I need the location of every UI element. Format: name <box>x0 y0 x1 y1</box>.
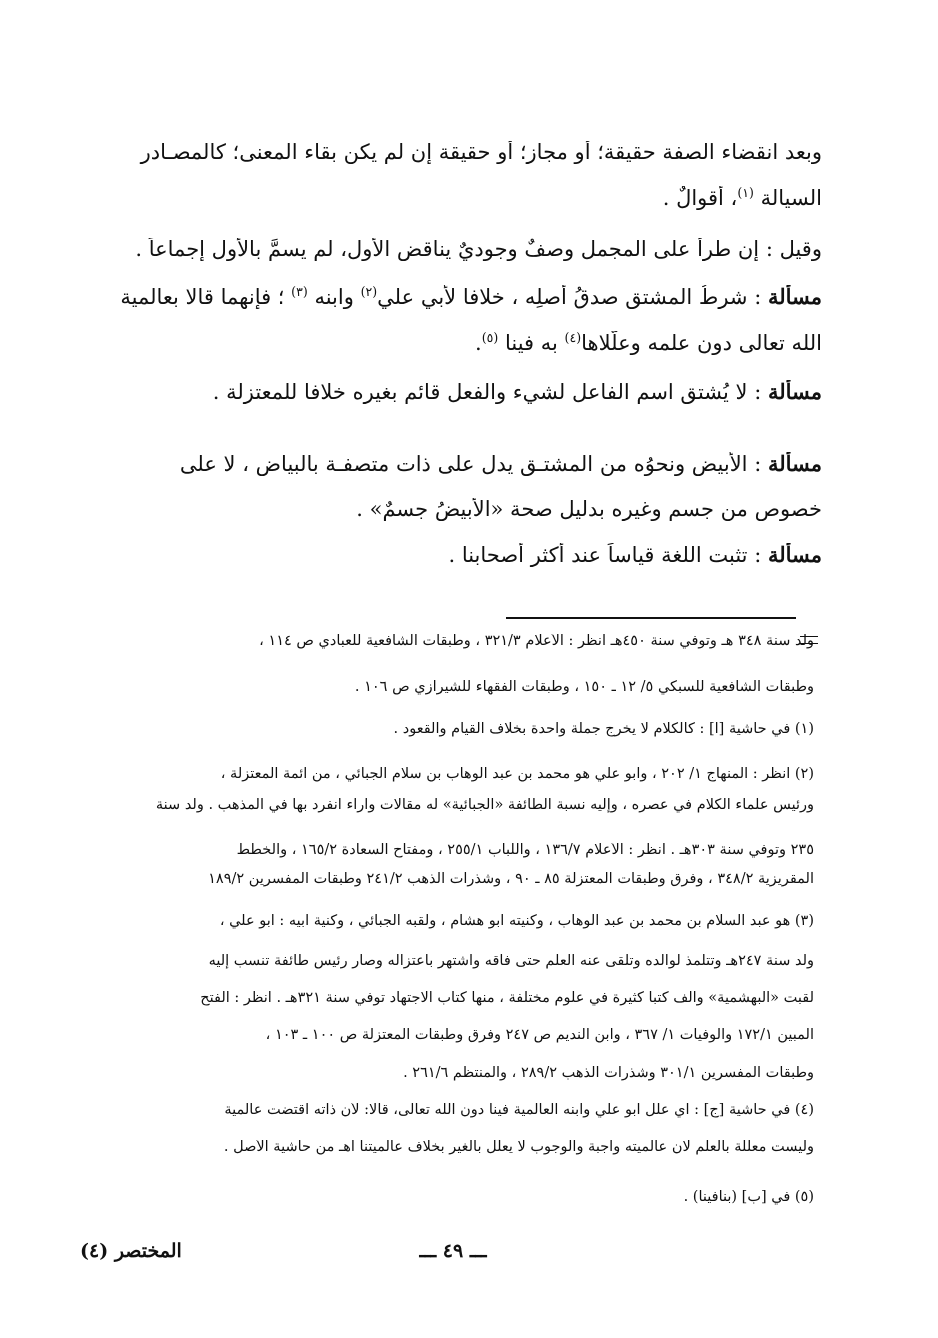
footnote-3-line-5: وطبقات المفسرين ٣٠١/١ وشذرات الذهب ٢٨٩/٢ ، والمنتظم ٢٦١/٦ . <box>403 1066 814 1081</box>
book-title-footer: المختصر (٤) <box>80 1240 182 1262</box>
footnote-3-line-2: ولد سنة ٢٤٧هـ وتتلمذ لوالده وتلقى عنه العلم حتى فاقه واشتهر باعتزاله وصار رئيس طائفة تنسب إليه <box>208 954 814 969</box>
main-line-5 <box>87 331 822 355</box>
masala-label: مسألة <box>767 380 822 404</box>
footnote-ref-1: (١) <box>737 186 754 200</box>
main-line-4 <box>87 285 822 309</box>
page-number: ـــ ٤٩ ـــ <box>419 1240 487 1262</box>
footnote-2-line-3: ٢٣٥ وتوفي سنة ٣٠٣هـ . انظر : الأعلام ١٣٦/٧ ، واللباب ٢٥٥/١ ، ومفتاح السعادة ١٦٥/٢ ، والخطط <box>236 843 814 858</box>
main-line-6 <box>87 380 822 404</box>
main-line-5-text-b: به فينا <box>498 331 565 355</box>
footnote-2-line-4: المقريزية ٣٤٨/٢ ، وفرق وطبقات المعتزلة ٨٥ ـ ٩٠ ، وشذرات الذهب ٢٤١/٢ وطبقات المفسرين ١٨٩/٢ <box>208 872 814 887</box>
footnote-divider <box>506 617 796 619</box>
footnote-3-line-3: لقبت «البهشمية» وألف كتبا كثيرة في علوم مختلفة ، منها كتاب الاجتهاد توفي سنة ٣٢١هـ . انظر : الفتح <box>200 991 814 1006</box>
footnote-ref-5: (٥) <box>481 331 499 345</box>
footnote-3-line-4: المبين ١٧٢/١ والوفيات ١/ ٣٦٧ ، وابن النديم ص ٢٤٧ وفرق وطبقات المعتزلة ص ١٠٠ ـ ١٠٣ ، <box>265 1028 814 1043</box>
footnote-ref-4: (٤) <box>564 331 582 345</box>
main-line-4-text-c: ؛ فإنهما قالا بعالمية <box>120 285 292 309</box>
main-line-3: وقيل : إن طرأ على المجمل وصفٌ وجوديٌ يناقض الأول، لم يسمَّ بالأول إجماعاً . <box>135 238 822 261</box>
footnote-4-line-2: وليست معللة بالعلم لان عالميته واجبة والوجوب لا يعلل بالغير بخلاف عالميتنا اهـ من حاشية الأصل . <box>223 1140 814 1155</box>
main-line-8: خصوصٍ من جسمٍ وغيرِه بدليل صحة «الأبيضُ جسمٌ» . <box>356 498 822 521</box>
masala-label: مسألة <box>767 543 822 567</box>
footnote-continued-line-1: ولد سنة ٣٤٨ هـ وتوفي سنة ٤٥٠هـ انظر : الأعلام ٣٢١/٣ ، وطبقات الشافعية للعبادي ص ١١٤ ، <box>259 634 814 649</box>
footnote-1: (١) في حاشية [أ] : كالكلام لا يخرج جملة واحدة بخلاف القيام والقعود . <box>393 722 814 737</box>
main-line-7-text: : الأبيض ونحوُه من المشتـق يدل على ذات متصفـة بالبياض ، لا على <box>179 452 768 476</box>
main-line-9 <box>87 543 822 567</box>
main-line-2-text-b: ، أقوالٌ . <box>662 186 738 210</box>
main-line-9-text: : تثبت اللغة قياساً عند أكثر أصحابنا . <box>448 543 768 567</box>
main-line-1: وبعد انقضاء الصفة حقيقة؛ أو مجاز؛ أو حقيقة إن لم يكن بقاء المعنى؛ كالمصـادر <box>140 141 822 164</box>
main-line-6-text: : لا يُشتق اسم الفاعل لشيء والفعل قائم بغيره خلافا للمعتزلة . <box>212 380 768 404</box>
footnote-continued-line-2: وطبقات الشافعية للسبكي ٥/ ١٢ ـ ١٥٠ ، وطبقات الفقهاء للشيرازي ص ١٠٦ . <box>354 680 814 695</box>
main-line-7 <box>87 452 822 476</box>
footnote-ref-2: (٢) <box>360 285 378 299</box>
footnote-5: (٥) في [ب] (بنافينا) . <box>683 1190 814 1205</box>
footnote-ref-3: (٣) <box>291 285 308 299</box>
footnote-2-line-1: (٢) انظر : المنهاج ١/ ٢٠٢ ، وأبو علي هو محمد بن عبد الوهاب بن سلام الجبائي ، من أئمة المعتزلة ، <box>220 767 814 782</box>
footnote-2-line-2: ورئيس علماء الكلام في عصره ، وإليه نسبة الطائفة «الجبائية» له مقالات وآراء انفرد بها في المذهب . ولد سنة <box>155 798 814 813</box>
main-line-2-text-a: السيالة <box>753 186 822 210</box>
masala-label: مسألة <box>767 285 822 309</box>
main-line-2 <box>87 186 822 210</box>
main-line-5-text-c: . <box>475 331 482 355</box>
footnote-4-line-1: (٤) في حاشية [ج] : أي علل أبو علي وابنه العالمية فينا دون الله تعالى، قالا: لأن ذاته اقتضت عالمية <box>224 1103 814 1118</box>
masala-label: مسألة <box>767 452 822 476</box>
main-line-4-text-b: وابنه <box>307 285 361 309</box>
footnote-3-line-1: (٣) هو عبد السلام بن محمد بن عبد الوهاب ، وكنيته أبو هشام ، ولقبه الجبائي ، وكنية أبيه : أبو علي ، <box>219 914 814 929</box>
main-line-4-text-a: : شرطُ المشتق صدقُ أصلِه ، خلافا لأبي علي <box>377 285 768 309</box>
main-line-5-text-a: الله تعالى دون علمه وعلّلاها <box>581 331 822 355</box>
